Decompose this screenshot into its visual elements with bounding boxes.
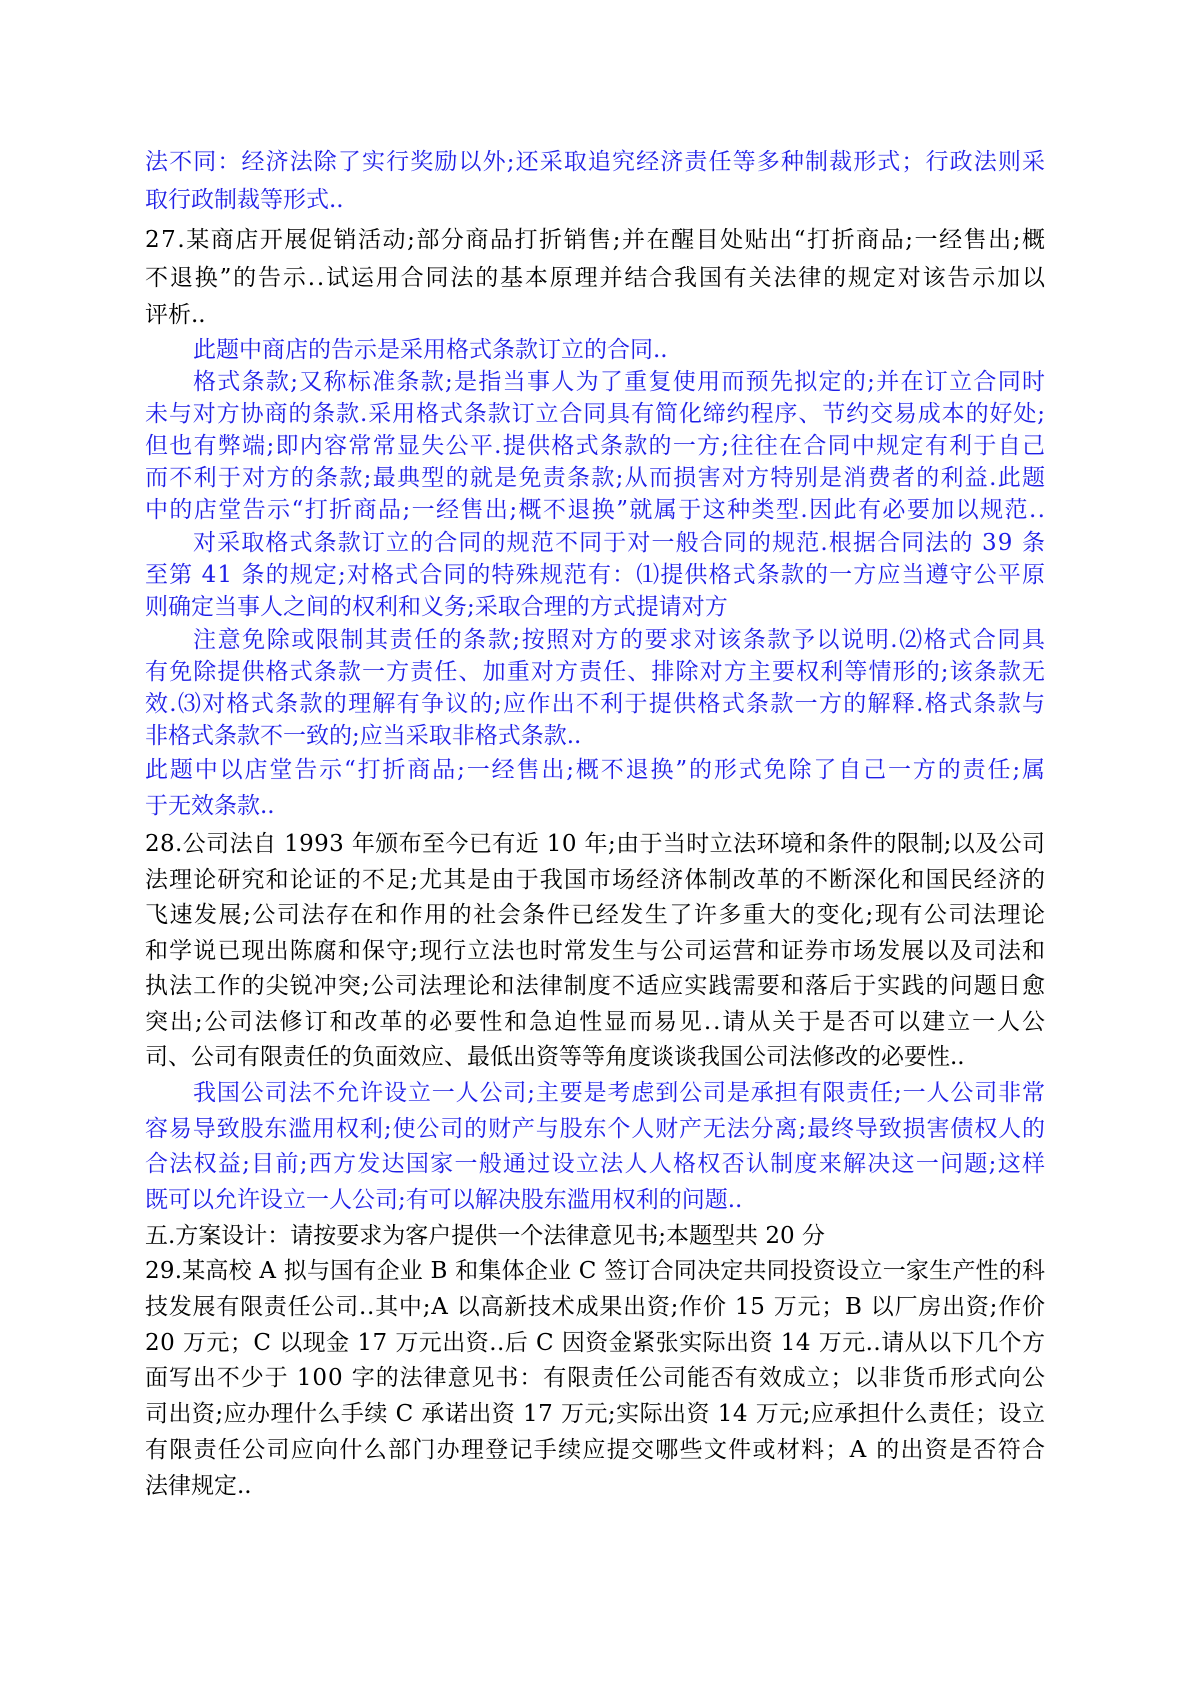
answer-28 [145,1076,1045,1218]
text-line: 20 万元；C 以现金 17 万元出资..后 C 因资金紧张实际出资 14 万元..请从以下几个方 [145,1329,1046,1356]
text-line: 但也有弊端;即内容常常显失公平.提供格式条款的一方;往往在合同中规定有利于自己 [145,433,1047,459]
text-line: 27.某商店开展促销活动;部分商品打折销售;并在醒目处贴出“打折商品;一经售出;概 [145,227,1047,253]
text-line: 于无效条款.. [145,793,275,819]
text-line: 对采取格式条款订立的合同的规范不同于对一般合同的规范.根据合同法的 39 条 [193,530,1047,556]
text-line: 面写出不少于 100 字的法律意见书：有限责任公司能否有效成立；以非货币形式向公 [145,1365,1046,1392]
text-line: 有限责任公司应向什么部门办理登记手续应提交哪些文件或材料；A 的出资是否符合 [145,1436,1047,1463]
text-line: 至第 41 条的规定;对格式合同的特殊规范有：⑴提供格式条款的一方应当遵守公平原 [145,562,1047,588]
text-line: 未与对方协商的条款.采用格式条款订立合同具有简化缔约程序、节约交易成本的好处; [145,401,1046,427]
text-line: 格式条款;又称标准条款;是指当事人为了重复使用而预先拟定的;并在订立合同时 [193,369,1047,395]
text-line: 29.某高校 A 拟与国有企业 B 和集体企业 C 签订合同决定共同投资设立一家生产性的科 [145,1258,1046,1284]
text-line: 28.公司法自 1993 年颁布至今已有近 10 年;由于当时立法环境和条件的限制;以及公司 [145,831,1046,857]
text-line: 非格式条款不一致的;应当采取非格式条款.. [145,723,582,749]
text-line: 则确定当事人之间的权利和义务;采取合理的方式提请对方 [145,594,728,620]
question-29 [145,1254,1045,1505]
text-line: 此题中商店的告示是采用格式条款订立的合同.. [193,337,668,363]
text-line: 和学说已现出陈腐和保守;现行立法也时常发生与公司运营和证券市场发展以及司法和 [145,937,1047,964]
answer-27-paragraph [145,624,1045,752]
text-line: 司、公司有限责任的负面效应、最低出资等等角度谈谈我国公司法修改的必要性.. [145,1044,965,1070]
text-line: 我国公司法不允许设立一人公司;主要是考虑到公司是承担有限责任;一人公司非常 [193,1080,1046,1106]
text-line: 中的店堂告示“打折商品;一经售出;概不退换”就属于这种类型.因此有必要加以规范.. [145,497,1047,523]
text-line: 效.⑶对格式条款的理解有争议的;应作出不利于提供格式条款一方的解释.格式条款与 [145,691,1047,717]
answer-27-paragraph [145,527,1045,623]
text-line: 五.方案设计：请按要求为客户提供一个法律意见书;本题型共 20 分 [145,1223,825,1249]
text-line: 容易导致股东滥用权利;使公司的财产与股东个人财产无法分离;最终导致损害债权人的 [145,1115,1046,1142]
text-line: 法理论研究和论证的不足;尤其是由于我国市场经济体制改革的不断深化和国民经济的 [145,866,1047,893]
text-line: 技发展有限责任公司..其中;A 以高新技术成果出资;作价 15 万元；B 以厂房出资;作价 [145,1293,1046,1320]
text-line: 法不同：经济法除了实行奖励以外;还采取追究经济责任等多种制裁形式；行政法则采 [145,149,1047,175]
text-line: 司出资;应办理什么手续 C 承诺出资 17 万元;实际出资 14 万元;应承担什么责任；设立 [145,1401,1046,1428]
text-line: 飞速发展;公司法存在和作用的社会条件已经发生了许多重大的变化;现有公司法理论 [145,902,1047,928]
answer-27-conclusion [145,752,1045,824]
section-heading-plan-design [145,1218,1045,1254]
text-line: 有免除提供格式条款一方责任、加重对方责任、排除对方主要权利等情形的;该条款无 [145,659,1047,685]
text-line: 注意免除或限制其责任的条款;按照对方的要求对该条款予以说明.⑵格式合同具 [193,627,1047,653]
question-28 [145,827,1045,1076]
text-line: 法律规定.. [145,1472,252,1499]
text-line: 合法权益;目前;西方发达国家一般通过设立法人人格权否认制度来解决这一问题;这样 [145,1151,1047,1177]
text-line: 而不利于对方的条款;最典型的就是免责条款;从而损害对方特别是消费者的利益.此题 [145,465,1047,491]
text-line: 既可以允许设立一人公司;有可以解决股东滥用权利的问题.. [145,1186,743,1213]
answer-27-paragraph [145,333,1045,367]
text-line: 此题中以店堂告示“打折商品;一经售出;概不退换”的形式免除了自己一方的责任;属 [145,757,1047,783]
text-line: 不退换”的告示..试运用合同法的基本原理并结合我国有关法律的规定对该告示加以 [145,264,1047,291]
text-line: 评析.. [145,302,206,328]
text-line: 取行政制裁等形式.. [145,187,344,213]
text-line: 执法工作的尖锐冲突;公司法理论和法律制度不适应实践需要和落后于实践的问题日愈 [145,973,1047,999]
text-line: 突出;公司法修订和改革的必要性和急迫性显而易见..请从关于是否可以建立一人公 [145,1008,1047,1035]
question-27 [145,222,1045,335]
answer-27-paragraph [145,366,1045,526]
answer-26-continued [145,143,1045,219]
